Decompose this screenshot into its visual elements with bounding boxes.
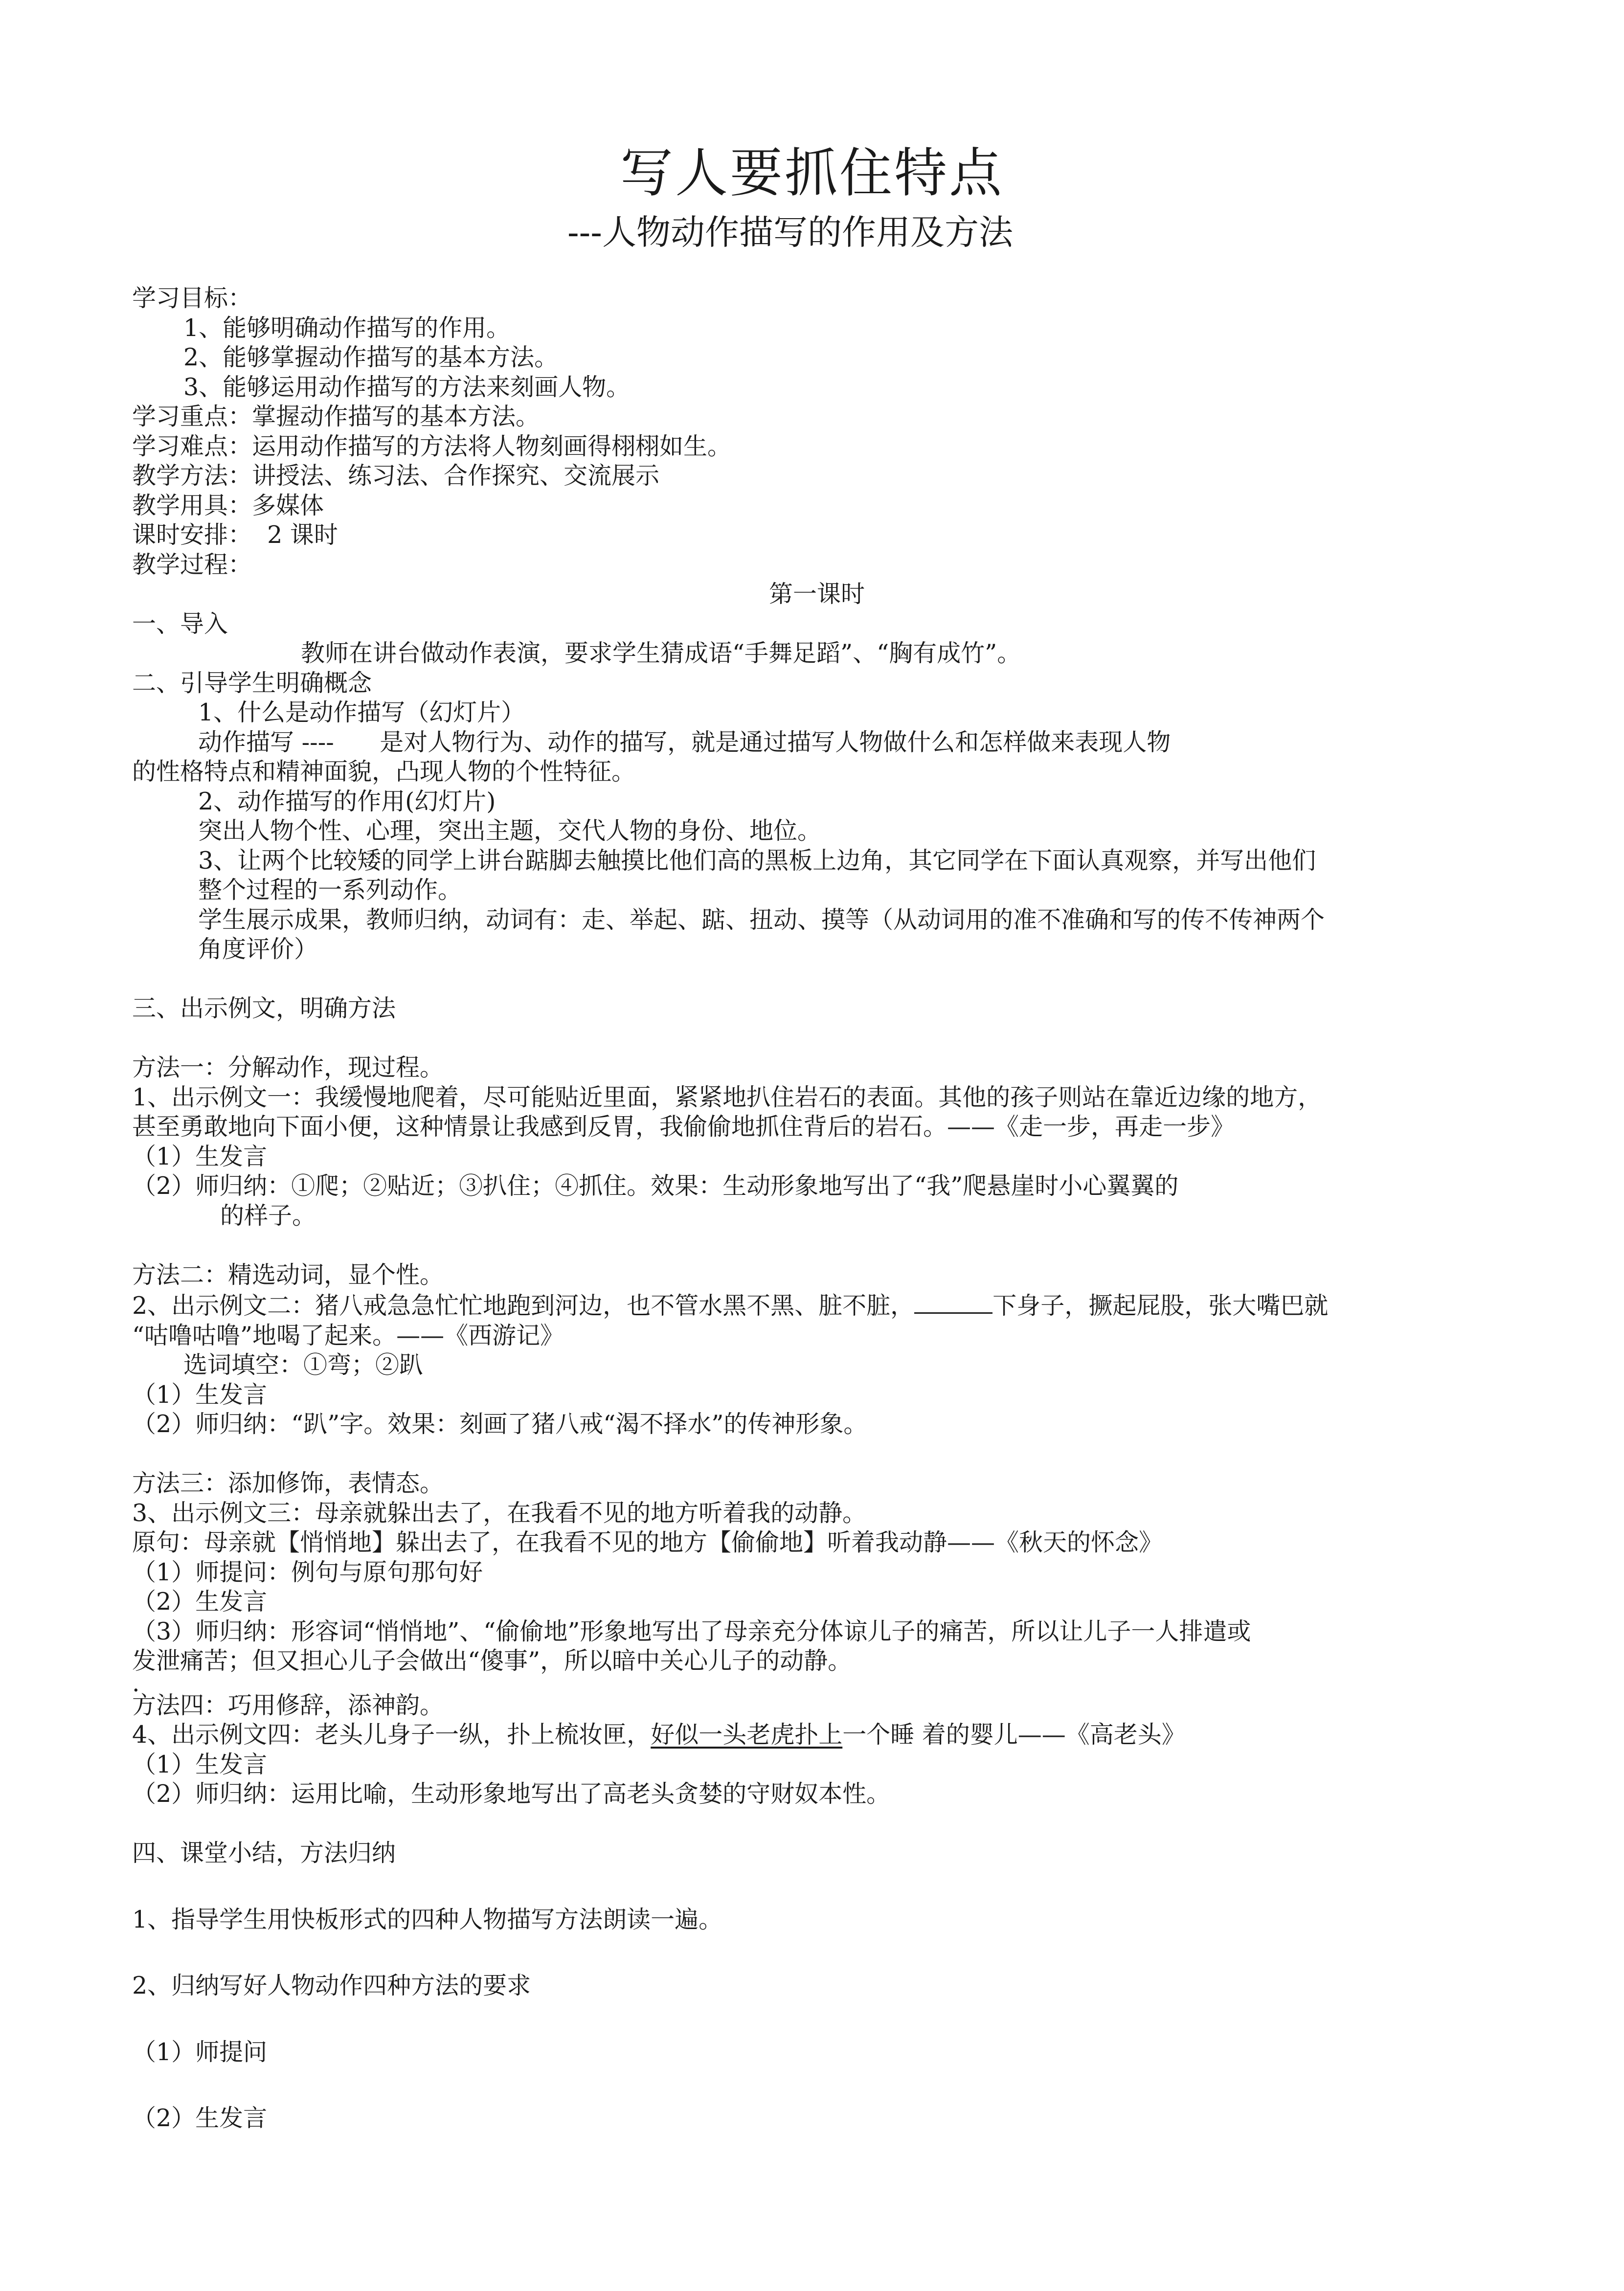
- effect-line: 突出人物个性、心理，突出主题，交代人物的身份、地位。: [198, 817, 822, 845]
- step-line: （1）生发言: [132, 1750, 268, 1778]
- document-body: [132, 284, 1502, 2134]
- example-text: 一个睡 着的婴儿——《高老头》: [842, 1721, 1186, 1749]
- method-heading: 方法四：巧用修辞，添神韵。: [132, 1691, 444, 1719]
- section-heading: 二、引导学生明确概念: [132, 669, 372, 697]
- section-heading: 一、导入: [132, 609, 228, 638]
- definition-line: 动作描写 ---- 是对人物行为、动作的描写，就是通过描写人物做什么和怎样做来表现人物: [198, 728, 1171, 756]
- document-title: 写人要抓住特点: [620, 143, 1004, 204]
- example-text: 下身子，撅起屁股，张大嘴巴就: [992, 1292, 1329, 1320]
- example-line: [132, 1720, 1502, 1750]
- method-heading: 方法一：分解动作，现过程。: [132, 1054, 444, 1081]
- section-heading: 三、出示例文，明确方法: [132, 994, 396, 1022]
- underlined-phrase: 好似一头老虎扑上: [651, 1721, 843, 1749]
- stray-dot: .: [132, 1669, 140, 1697]
- method-heading: 方法二：精选动词，显个性。: [132, 1260, 444, 1289]
- activity-line: 整个过程的一系列动作。: [198, 876, 462, 904]
- fill-blank: [914, 1290, 992, 1314]
- example-line: 3、出示例文三：母亲就躲出去了，在我看不见的地方听着我的动静。: [132, 1499, 867, 1527]
- step-line: （1）生发言: [132, 1380, 268, 1409]
- concept-question: 2、动作描写的作用(幻灯片): [198, 787, 496, 815]
- example-text: 2、出示例文二：猪八戒急急忙忙地跑到河边，也不管水黑不黑、脏不脏，: [132, 1292, 915, 1320]
- schedule-line: 课时安排： 2 课时: [132, 521, 338, 549]
- lesson-heading: 第一课时: [768, 580, 865, 608]
- summary-item: （1）师提问: [132, 2038, 268, 2066]
- example-line: 1、出示例文一：我缓慢地爬着，尽可能贴近里面，紧紧地扒住岩石的表面。其他的孩子则站在靠近边缘的地方，: [132, 1083, 1322, 1111]
- example-line: 甚至勇敢地向下面小便，这种情景让我感到反胃，我偷偷地抓住背后的岩石。——《走一步，再走一步》: [132, 1113, 1235, 1141]
- document-subtitle: ---人物动作描写的作用及方法: [567, 212, 1013, 252]
- example-line: “咕噜咕噜”地喝了起来。——《西游记》: [132, 1321, 564, 1349]
- goal-item: 2、能够掌握动作描写的基本方法。: [183, 343, 559, 371]
- summary-line: 学生展示成果，教师归纳，动词有：走、举起、踮、扭动、摸等（从动词用的准不准确和写的传不传神两个: [198, 905, 1325, 934]
- step-line: （2）师归纳：“趴”字。效果：刻画了猪八戒“渴不择水”的传神形象。: [132, 1410, 868, 1438]
- step-line: （1）生发言: [132, 1142, 268, 1170]
- step-line: （3）师归纳：形容词“悄悄地”、“偷偷地”形象地写出了母亲充分体谅儿子的痛苦，所以让儿子一人排遣或: [132, 1617, 1251, 1645]
- original-line: 原句：母亲就【悄悄地】躲出去了，在我看不见的地方【偷偷地】听着我动静——《秋天的怀念》: [132, 1528, 1163, 1556]
- step-line: （2）师归纳：①爬；②贴近；③扒住；④抓住。效果：生动形象地写出了“我”爬悬崖时小心翼翼的: [132, 1172, 1179, 1200]
- activity-line: 3、让两个比较矮的同学上讲台踮脚去触摸比他们高的黑板上边角，其它同学在下面认真观察，并写出他们: [198, 846, 1316, 875]
- definition-line: 的性格特点和精神面貌，凸现人物的个性特征。: [132, 758, 636, 786]
- focus-line: 学习重点：掌握动作描写的基本方法。: [132, 403, 540, 430]
- section-heading: 四、课堂小结，方法归纳: [132, 1839, 396, 1867]
- summary-line: 角度评价）: [198, 935, 318, 963]
- example-text: 4、出示例文四：老头儿身子一纵，扑上梳妆匣，: [132, 1721, 651, 1749]
- step-line: （2）生发言: [132, 1588, 268, 1616]
- step-line: 的样子。: [220, 1201, 316, 1230]
- summary-item: （2）生发言: [132, 2104, 268, 2132]
- step-line: （2）师归纳：运用比喻，生动形象地写出了高老头贪婪的守财奴本性。: [132, 1780, 891, 1808]
- goal-item: 3、能够运用动作描写的方法来刻画人物。: [183, 373, 631, 401]
- step-line: 发泄痛苦；但又担心儿子会做出“傻事”，所以暗中关心儿子的动静。: [132, 1647, 852, 1675]
- difficulty-line: 学习难点：运用动作描写的方法将人物刻画得栩栩如生。: [132, 432, 732, 460]
- goal-item: 1、能够明确动作描写的作用。: [183, 314, 511, 342]
- intro-text: 教师在讲台做动作表演，要求学生猜成语“手舞足蹈”、“胸有成竹”。: [301, 639, 1021, 667]
- summary-item: 1、指导学生用快板形式的四种人物描写方法朗读一遍。: [132, 1905, 723, 1933]
- methods-line: 教学方法：讲授法、练习法、合作探究、交流展示: [132, 462, 660, 490]
- step-line: （1）师提问：例句与原句那句好: [132, 1558, 483, 1586]
- goals-heading: 学习目标：: [132, 284, 252, 312]
- tools-line: 教学用具：多媒体: [132, 491, 324, 519]
- method-heading: 方法三：添加修饰，表情态。: [132, 1469, 444, 1497]
- example-line: [132, 1290, 1502, 1321]
- process-line: 教学过程：: [132, 550, 252, 579]
- fill-choice: 选词填空：①弯；②趴: [183, 1351, 424, 1379]
- concept-question: 1、什么是动作描写（幻灯片）: [198, 698, 525, 726]
- summary-item: 2、归纳写好人物动作四种方法的要求: [132, 1972, 531, 1999]
